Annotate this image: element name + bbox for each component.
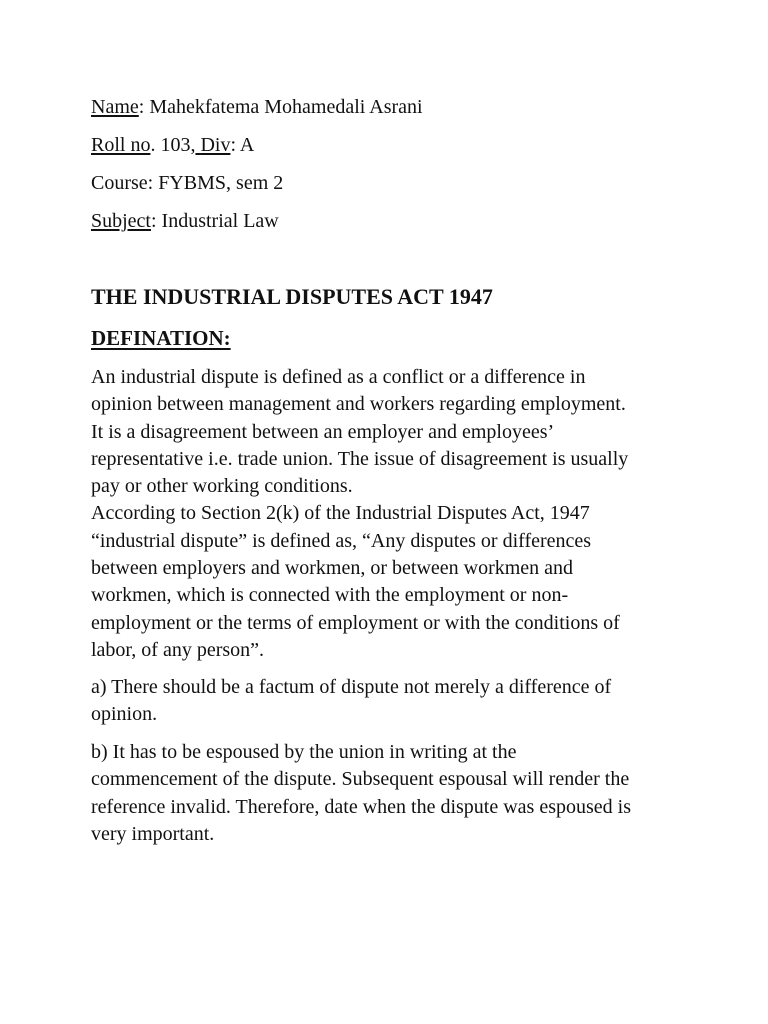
document-title: THE INDUSTRIAL DISPUTES ACT 1947 — [91, 284, 493, 309]
course-line: Course: FYBMS, sem 2 — [91, 172, 284, 194]
paragraph-line: opinion. — [91, 703, 158, 726]
roll-label: Roll no — [91, 134, 151, 156]
paragraph-line: “industrial dispute” is defined as, “Any disputes or differences — [91, 529, 592, 552]
div-label: Div — [200, 134, 231, 156]
div-value: : A — [230, 134, 255, 156]
paragraph-line: An industrial dispute is defined as a conflict or a difference in — [91, 366, 586, 388]
paragraph-line: commencement of the dispute. Subsequent espousal will render the — [91, 768, 630, 791]
definition-paragraph — [91, 364, 691, 664]
point-a — [91, 674, 691, 729]
name-label: Name — [91, 96, 139, 118]
roll-line — [91, 133, 254, 157]
paragraph-line: employment or the terms of employment or with the conditions of — [91, 611, 620, 634]
paragraph-line: a) There should be a factum of dispute not merely a difference of — [91, 676, 612, 698]
name-value: : Mahekfatema Mohamedali Asrani — [138, 96, 423, 118]
name-line — [91, 95, 423, 119]
paragraph-line: representative i.e. trade union. The issue of disagreement is usually — [91, 447, 629, 470]
paragraph-line: According to Section 2(k) of the Industrial Disputes Act, 1947 — [91, 502, 590, 525]
point-b — [91, 739, 691, 848]
paragraph-line: labor, of any person”. — [91, 638, 265, 661]
paragraph-line: reference invalid. Therefore, date when the dispute was espoused is — [91, 795, 631, 818]
paragraph-line: It is a disagreement between an employer and employees’ — [91, 420, 555, 443]
paragraph-line: b) It has to be espoused by the union in writing at the — [91, 741, 517, 763]
roll-value: . 103, — [150, 134, 196, 156]
subject-value: : Industrial Law — [151, 210, 279, 232]
paragraph-line: workmen, which is connected with the employment or non- — [91, 584, 569, 607]
subject-line — [91, 209, 279, 233]
definition-heading: DEFINATION: — [91, 326, 231, 350]
paragraph-line: opinion between management and workers regarding employment. — [91, 393, 626, 416]
paragraph-line: between employers and workmen, or between workmen and — [91, 557, 574, 580]
paragraph-line: pay or other working conditions. — [91, 475, 353, 498]
paragraph-line: very important. — [91, 822, 215, 845]
subject-label: Subject — [91, 210, 151, 232]
